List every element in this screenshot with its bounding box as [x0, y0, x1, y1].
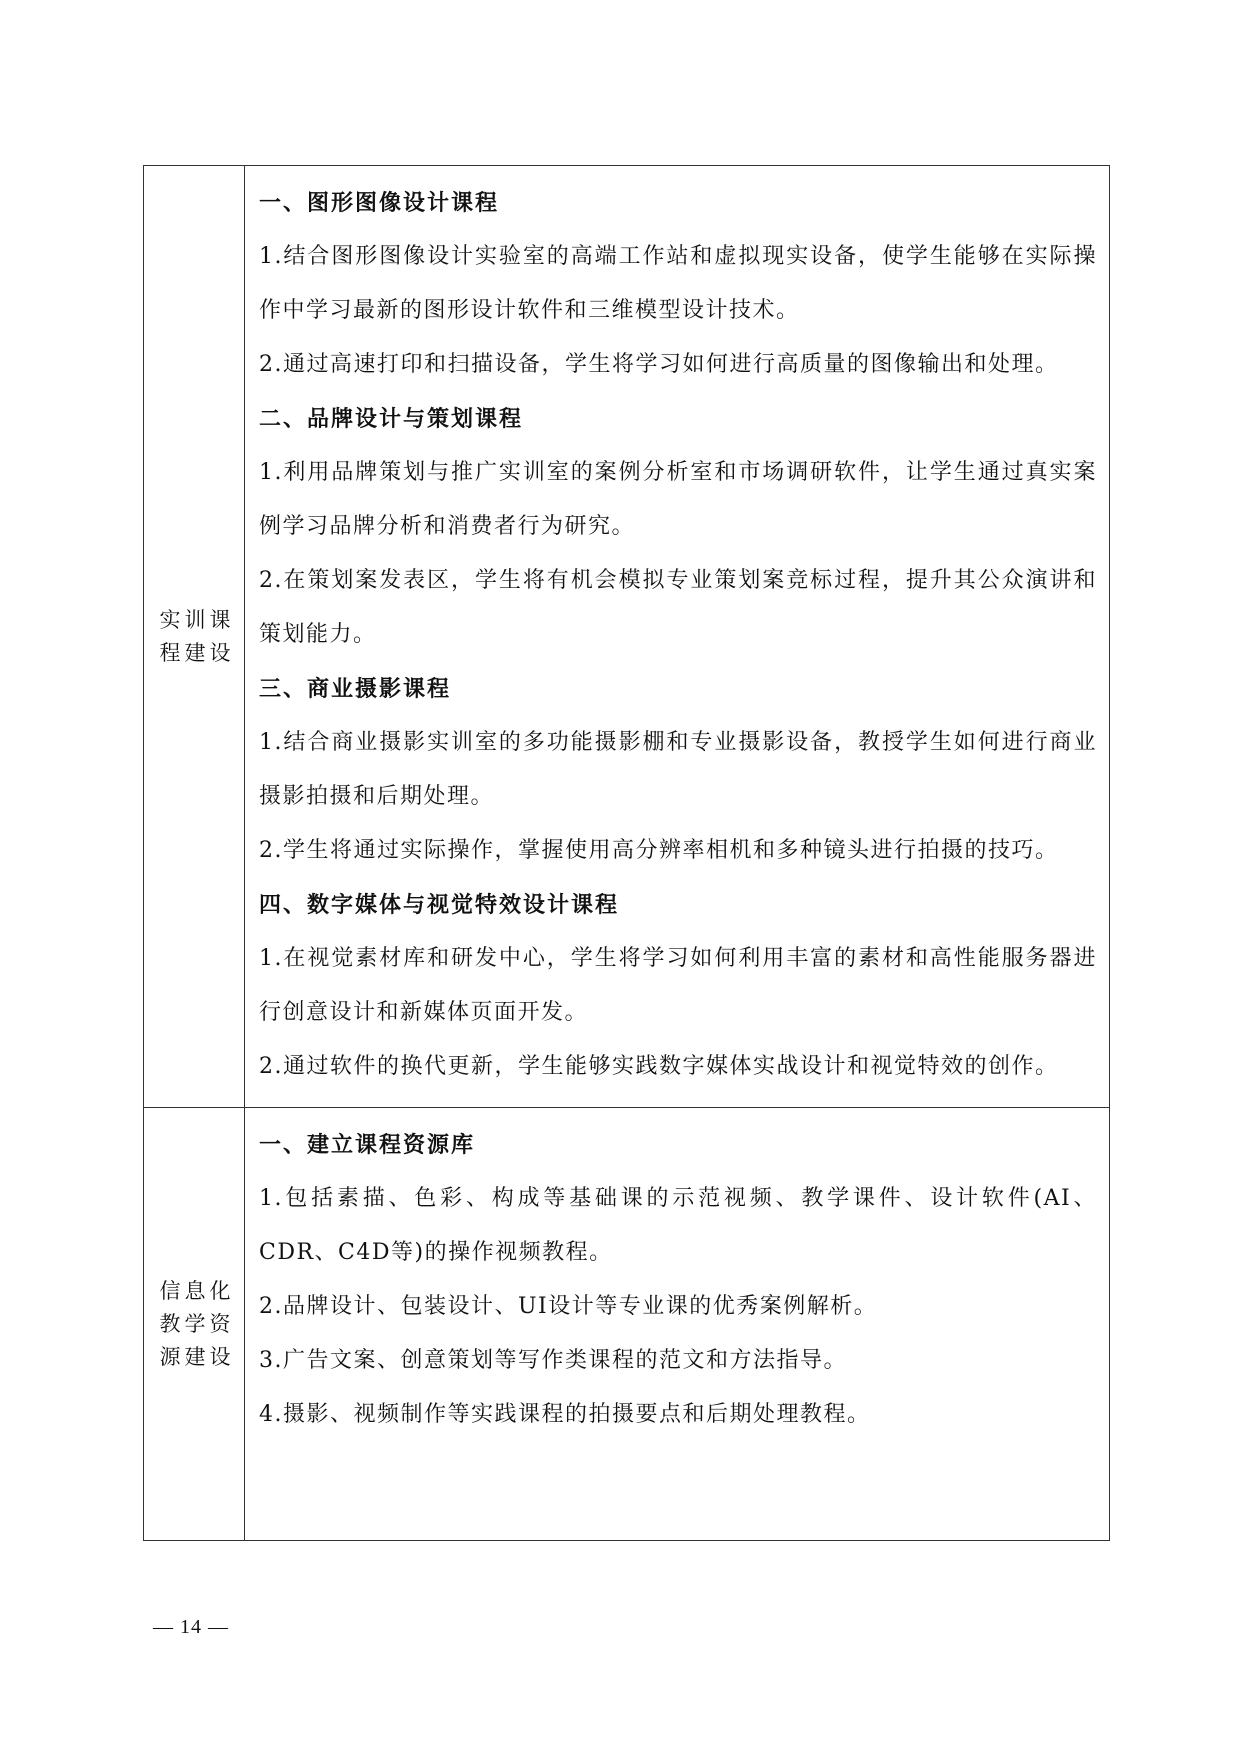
paragraph: 4.摄影、视频制作等实践课程的拍摄要点和后期处理教程。 [259, 1402, 871, 1427]
section-heading: 四、数字媒体与视觉特效设计课程 [259, 892, 620, 918]
paragraph: 2.通过软件的换代更新，学生能够实践数字媒体实战设计和视觉特效的创作。 [259, 1054, 1059, 1079]
paragraph: 1.在视觉素材库和研发中心，学生将学习如何利用丰富的素材和高性能服务器进行创意设计和新媒体页面开发。 [259, 946, 1097, 1025]
paragraph: 1.结合图形图像设计实验室的高端工作站和虚拟现实设备，使学生能够在实际操作中学习最新的图形设计软件和三维模型设计技术。 [259, 244, 1097, 323]
row-content [245, 166, 1109, 1094]
row-content-cell [245, 1108, 1110, 1541]
row-label: 信息化教学资源建设 [159, 1278, 235, 1369]
row-label-cell [144, 1108, 245, 1541]
paragraph: 2.在策划案发表区，学生将有机会模拟专业策划案竞标过程，提升其公众演讲和策划能力。 [259, 568, 1097, 647]
page-number: — 14 — [153, 1616, 229, 1638]
section-heading: 三、商业摄影课程 [259, 676, 452, 702]
table-row [144, 166, 1110, 1108]
paragraph: 3.广告文案、创意策划等写作类课程的范文和方法指导。 [259, 1348, 847, 1373]
row-content [245, 1108, 1109, 1442]
paragraph: 1.包括素描、色彩、构成等基础课的示范视频、教学课件、设计软件(AI、CDR、C4D等)的操作视频教程。 [259, 1186, 1097, 1265]
row-content-cell [245, 166, 1110, 1108]
paragraph: 1.利用品牌策划与推广实训室的案例分析室和市场调研软件，让学生通过真实案例学习品牌分析和消费者行为研究。 [259, 460, 1097, 539]
table-row [144, 1108, 1110, 1541]
paragraph: 2.品牌设计、包装设计、UI设计等专业课的优秀案例解析。 [259, 1294, 878, 1319]
paragraph: 1.结合商业摄影实训室的多功能摄影棚和专业摄影设备，教授学生如何进行商业摄影拍摄和后期处理。 [259, 730, 1097, 809]
section-heading: 一、建立课程资源库 [259, 1132, 476, 1158]
paragraph: 2.学生将通过实际操作，掌握使用高分辨率相机和多种镜头进行拍摄的技巧。 [259, 838, 1059, 863]
paragraph: 2.通过高速打印和扫描设备，学生将学习如何进行高质量的图像输出和处理。 [259, 352, 1059, 377]
row-label: 实训课程建设 [159, 607, 235, 665]
section-heading: 一、图形图像设计课程 [259, 190, 500, 216]
row-label-cell [144, 166, 245, 1108]
content-table [143, 165, 1110, 1541]
section-heading: 二、品牌设计与策划课程 [259, 406, 524, 432]
